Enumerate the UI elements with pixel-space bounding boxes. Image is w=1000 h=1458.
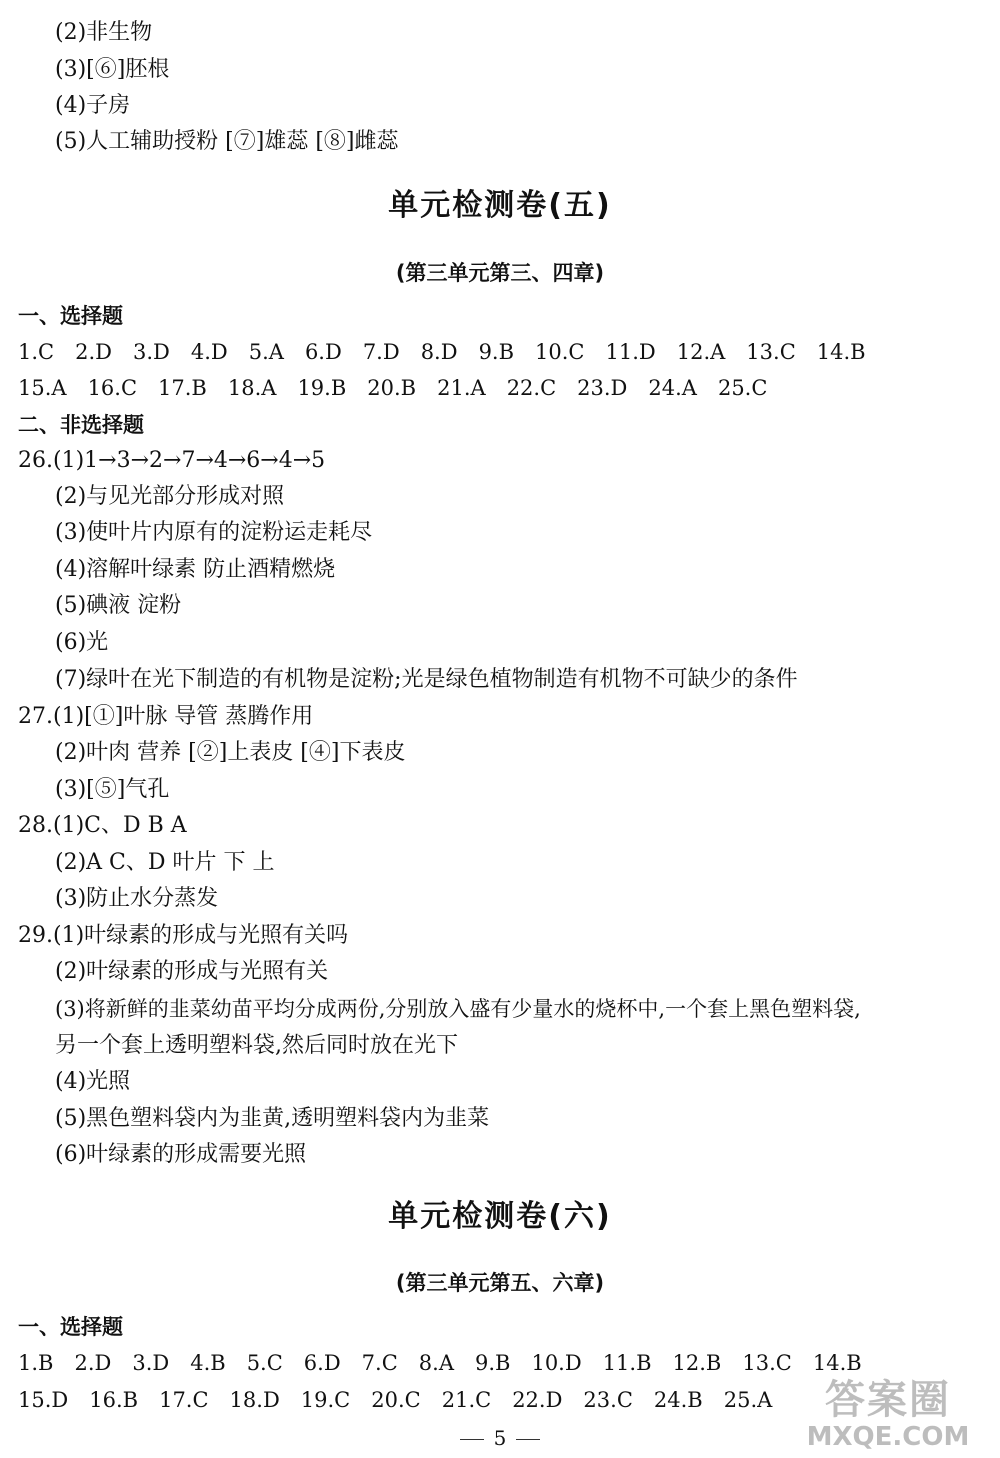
page-number-text: 5: [493, 1426, 507, 1450]
answer-item: 22.D: [512, 1388, 563, 1412]
q28-line-2: (2)A C、D 叶片 下 上: [55, 850, 275, 875]
answer-item: 8.D: [420, 340, 458, 364]
answer-item: 9.B: [478, 340, 515, 364]
q26-line-4: (4)溶解叶绿素 防止酒精燃烧: [55, 557, 336, 582]
answer-item: 1.B: [18, 1351, 54, 1375]
answer-item: 6.D: [303, 1351, 341, 1375]
answer-item: 19.C: [300, 1388, 351, 1412]
answer-item: 24.B: [653, 1388, 703, 1412]
prev-answer-3: (3)[⑥]胚根: [55, 57, 170, 82]
q29-line-1: 29.(1)叶绿素的形成与光照有关吗: [18, 923, 349, 948]
answer-item: 12.B: [672, 1351, 722, 1375]
answer-item: 13.C: [746, 340, 796, 364]
answer-item: 22.C: [506, 376, 557, 400]
q28-line-3: (3)防止水分蒸发: [55, 886, 219, 911]
answer-item: 17.B: [158, 376, 207, 400]
answer-item: 2.D: [74, 1351, 112, 1375]
answer-item: 7.D: [362, 340, 400, 364]
q26-line-2: (2)与见光部分形成对照: [55, 484, 285, 509]
answer-item: 5.C: [246, 1351, 283, 1375]
answer-item: 15.A: [18, 376, 67, 400]
q26-line-5: (5)碘液 淀粉: [55, 593, 182, 618]
answer-item: 10.C: [535, 340, 585, 364]
q28-line-1: 28.(1)C、D B A: [18, 813, 187, 838]
answer-item: 13.C: [742, 1351, 792, 1375]
answer-item: 3.D: [132, 340, 170, 364]
answer-item: 25.C: [717, 376, 768, 400]
answer-item: 18.A: [227, 376, 277, 400]
answer-item: 2.D: [75, 340, 112, 364]
answer-item: 18.D: [229, 1388, 280, 1412]
watermark-logo: [788, 1378, 988, 1456]
answer-item: 14.B: [816, 340, 866, 364]
answer-item: 5.A: [248, 340, 284, 364]
answer-item: 14.B: [812, 1351, 862, 1375]
test6-mc-heading: 一、选择题: [18, 1315, 123, 1339]
answer-item: 10.D: [531, 1351, 582, 1375]
test5-mc-row2: [18, 373, 988, 403]
answer-item: 4.B: [190, 1351, 226, 1375]
q26-line-1: 26.(1)1→3→2→7→4→6→4→5: [18, 448, 326, 473]
answer-item: 25.A: [723, 1388, 773, 1412]
prev-answer-4: (4)子房: [55, 93, 131, 118]
answer-item: 11.B: [602, 1351, 652, 1375]
q29-line-6: (5)黑色塑料袋内为韭黄,透明塑料袋内为韭菜: [55, 1106, 490, 1131]
q26-line-3: (3)使叶片内原有的淀粉运走耗尽: [55, 520, 373, 545]
answer-item: 1.C: [18, 340, 55, 364]
test5-subtitle: (第三单元第三、四章): [395, 261, 605, 285]
q29-line-3: (3)将新鲜的韭菜幼苗平均分成两份,分别放入盛有少量水的烧杯中,一个套上黑色塑料袋,: [55, 997, 861, 1021]
test5-mc-row1: [18, 337, 988, 367]
page-number-dash-right: [516, 1439, 540, 1440]
test6-subtitle: (第三单元第五、六章): [395, 1271, 605, 1295]
answer-item: 11.D: [605, 340, 656, 364]
answer-item: 24.A: [648, 376, 697, 400]
answer-item: 7.C: [361, 1351, 398, 1375]
test5-title: 单元检测卷(五): [388, 188, 612, 223]
watermark-line1: 答案圈: [825, 1377, 951, 1423]
q26-line-6: (6)光: [55, 630, 109, 655]
q29-line-5: (4)光照: [55, 1069, 131, 1094]
answer-item: 20.B: [367, 376, 417, 400]
answer-item: 3.D: [132, 1351, 170, 1375]
q29-line-4: 另一个套上透明塑料袋,然后同时放在光下: [55, 1033, 458, 1058]
answer-item: 16.B: [89, 1388, 139, 1412]
answer-item: 17.C: [159, 1388, 209, 1412]
answer-item: 8.A: [418, 1351, 454, 1375]
answer-item: 4.D: [190, 340, 228, 364]
q27-line-1: 27.(1)[①]叶脉 导管 蒸腾作用: [18, 704, 314, 729]
answer-item: 12.A: [676, 340, 726, 364]
answer-item: 21.C: [441, 1388, 492, 1412]
answer-item: 23.D: [577, 376, 628, 400]
q27-line-3: (3)[⑤]气孔: [55, 777, 170, 802]
q29-line-7: (6)叶绿素的形成需要光照: [55, 1142, 307, 1167]
test5-mc-heading: 一、选择题: [18, 304, 123, 328]
prev-answer-5: (5)人工辅助授粉 [⑦]雄蕊 [⑧]雌蕊: [55, 129, 399, 154]
answer-item: 15.D: [18, 1388, 69, 1412]
page-number-dash-left: [460, 1439, 484, 1440]
test6-mc-row1: [18, 1348, 988, 1378]
answer-item: 21.A: [437, 376, 486, 400]
q26-line-7: (7)绿叶在光下制造的有机物是淀粉;光是绿色植物制造有机物不可缺少的条件: [55, 667, 798, 692]
answer-item: 16.C: [87, 376, 138, 400]
watermark-line2: MXQE.COM: [806, 1422, 970, 1452]
answer-item: 23.C: [583, 1388, 633, 1412]
answer-item: 20.C: [371, 1388, 421, 1412]
q29-line-2: (2)叶绿素的形成与光照有关: [55, 959, 329, 984]
answer-item: 6.D: [304, 340, 342, 364]
test6-title: 单元检测卷(六): [388, 1199, 612, 1234]
answer-item: 19.B: [297, 376, 347, 400]
answer-item: 9.B: [474, 1351, 511, 1375]
prev-answer-2: (2)非生物: [55, 20, 153, 45]
test5-nc-heading: 二、非选择题: [18, 413, 144, 437]
q27-line-2: (2)叶肉 营养 [②]上表皮 [④]下表皮: [55, 740, 406, 765]
